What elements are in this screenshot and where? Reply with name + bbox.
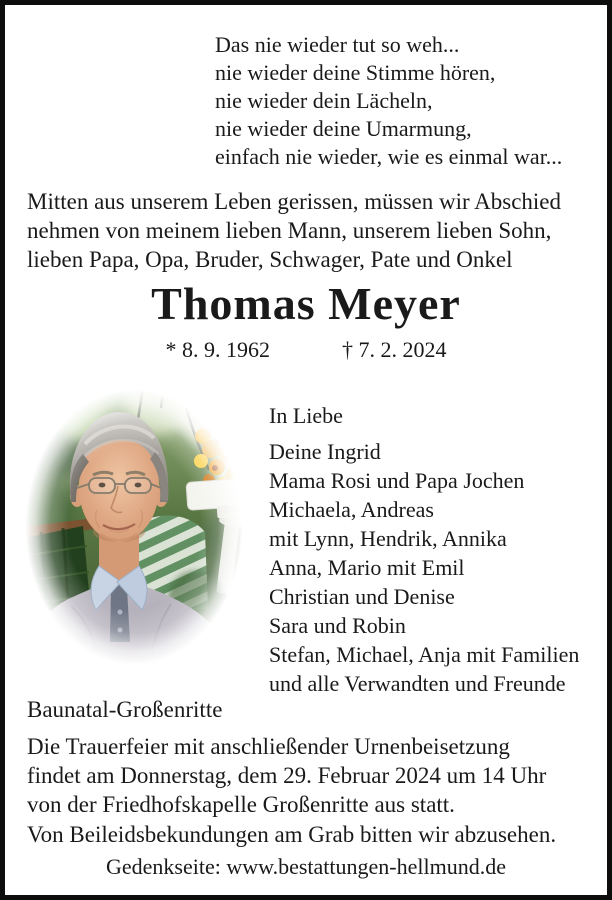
tribute-line: Mama Rosi und Papa Jochen (269, 468, 525, 493)
poem-line: Das nie wieder tut so weh... (215, 32, 460, 57)
tribute-line: Anna, Mario mit Emil (269, 555, 465, 580)
deceased-name: Thomas Meyer (151, 278, 461, 329)
tribute-line: Stefan, Michael, Anja mit Familien (269, 642, 580, 667)
city-line: Baunatal-Großenritte (27, 697, 223, 722)
tribute-line: Deine Ingrid (269, 439, 381, 464)
poem-line: nie wieder deine Umarmung, (215, 116, 472, 141)
poem (215, 31, 562, 171)
birth-date: * 8. 9. 1962 (165, 337, 270, 362)
condolence-note: Von Beileidsbekundungen am Grab bitten wir abzusehen. (27, 822, 557, 847)
funeral-line: Die Trauerfeier mit anschließender Urnenbeisetzung (27, 734, 510, 759)
tribute-heading: In Liebe (269, 403, 343, 428)
portrait-photo (11, 374, 257, 686)
intro-paragraph (27, 187, 597, 274)
tribute-line: mit Lynn, Hendrik, Annika (269, 526, 507, 551)
funeral-details (27, 732, 597, 819)
intro-line: lieben Papa, Opa, Bruder, Schwager, Pate und Onkel (27, 247, 513, 272)
intro-line: Mitten aus unserem Leben gerissen, müssen wir Abschied (27, 189, 561, 214)
tribute-lines (269, 437, 579, 698)
poem-line: einfach nie wieder, wie es einmal war... (215, 144, 563, 169)
tribute-line: Sara und Robin (269, 613, 406, 638)
photo-vignette (11, 374, 257, 686)
tribute-line: und alle Verwandten und Freunde (269, 671, 566, 696)
funeral-line: findet am Donnerstag, dem 29. Februar 2024 um 14 Uhr (27, 763, 547, 788)
tribute-line: Christian und Denise (269, 584, 455, 609)
memorial-site-line: Gedenkseite: www.bestattungen-hellmund.de (106, 854, 506, 879)
death-date: † 7. 2. 2024 (342, 337, 447, 362)
poem-line: nie wieder dein Lächeln, (215, 88, 433, 113)
intro-line: nehmen von meinem lieben Mann, unserem lieben Sohn, (27, 218, 552, 243)
funeral-line: von der Friedhofskapelle Großenritte aus statt. (27, 792, 455, 817)
poem-line: nie wieder deine Stimme hören, (215, 60, 496, 85)
life-dates (5, 337, 607, 363)
tribute-section (269, 401, 579, 698)
tribute-line: Michaela, Andreas (269, 497, 434, 522)
